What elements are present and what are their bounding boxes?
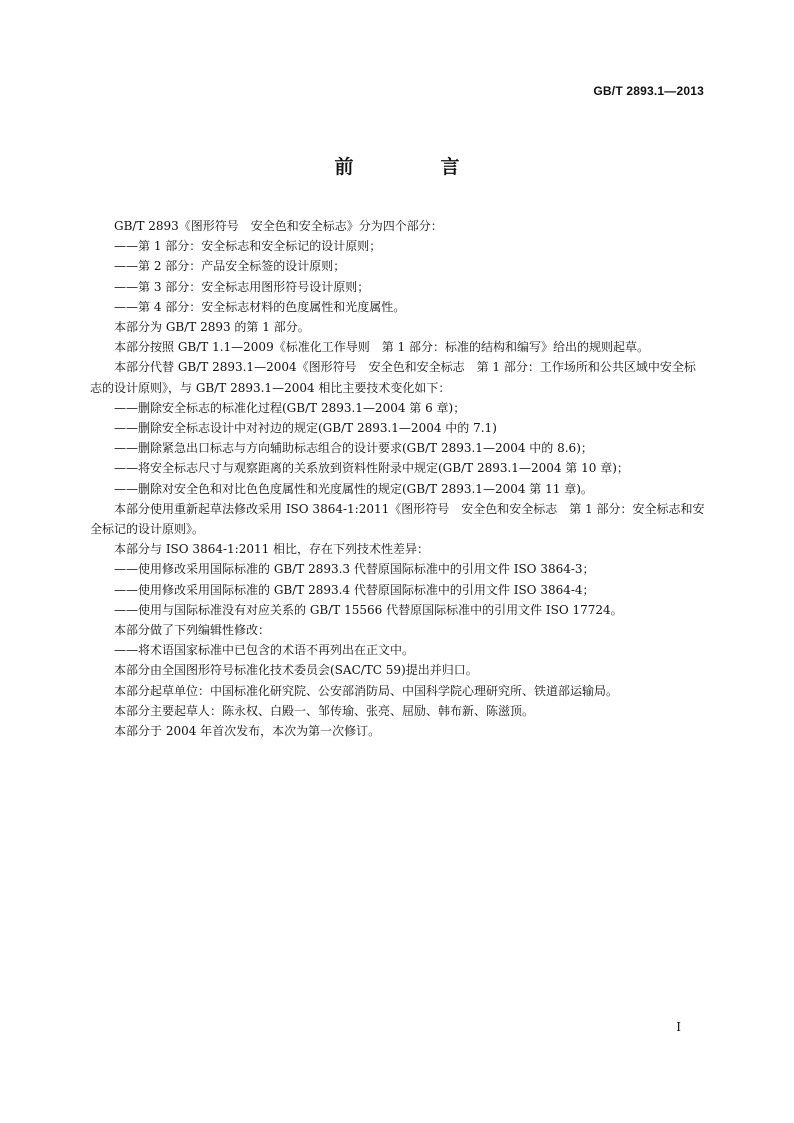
paragraph: 本部分使用重新起草法修改采用 ISO 3864-1:2011《图形符号 安全色和安全标志 第 1 部分：安全标志和安全标记的设计原则》。 [90, 501, 705, 537]
standard-code: GB/T 2893.1—2013 [593, 84, 704, 98]
paragraph: 本部分于 2004 年首次发布，本次为第一次修订。 [114, 724, 381, 739]
list-item: ——删除对安全色和对比色色度属性和光度属性的规定(GB/T 2893.1—2004 第 11 章)。 [114, 481, 593, 496]
paragraph: GB/T 2893《图形符号 安全色和安全标志》分为四个部分： [114, 219, 443, 233]
list-item: ——删除紧急出口标志与方向辅助标志组合的设计要求(GB/T 2893.1—2004 中的 8.6)； [114, 441, 593, 456]
list-item: ——第 2 部分：产品安全标签的设计原则； [114, 259, 346, 274]
list-item: ——将术语国家标准中已包含的术语不再列出在正文中。 [114, 643, 415, 658]
list-item: ——第 3 部分：安全标志用图形符号设计原则； [114, 279, 370, 294]
list-item: ——使用与国际标准没有对应关系的 GB/T 15566 代替原国际标准中的引用文件 ISO 17724。 [114, 602, 623, 617]
paragraph: 本部分代替 GB/T 2893.1—2004《图形符号 安全色和安全标志 第 1 部分：工作场所和公共区域中安全标志的设计原则》，与 GB/T 2893.1—2004 相比主要技术变化如下： [90, 360, 696, 395]
list-item: ——使用修改采用国际标准的 GB/T 2893.3 代替原国际标准中的引用文件 ISO 3864-3； [114, 562, 595, 577]
paragraph: 本部分做了下列编辑性修改： [114, 623, 271, 638]
list-item: ——使用修改采用国际标准的 GB/T 2893.4 代替原国际标准中的引用文件 ISO 3864-4； [114, 582, 595, 597]
list-item: ——删除安全标志的标准化过程(GB/T 2893.1—2004 第 6 章)； [114, 400, 466, 415]
paragraph: 本部分按照 GB/T 1.1—2009《标准化工作导则 第 1 部分：标准的结构和编写》给出的规则起草。 [114, 340, 649, 355]
paragraph: 本部分为 GB/T 2893 的第 1 部分。 [114, 320, 310, 335]
list-item: ——第 1 部分：安全标志和安全标记的设计原则； [114, 239, 382, 254]
list-item: ——将安全标志尺寸与观察距离的关系放到资料性附录中规定(GB/T 2893.1—2004 第 10 章)； [114, 461, 629, 476]
page-number: I [676, 1020, 681, 1034]
list-item: ——第 4 部分：安全标志材料的色度属性和光度属性。 [114, 299, 406, 314]
document-body [90, 216, 706, 741]
paragraph: 本部分起草单位：中国标准化研究院、公安部消防局、中国科学院心理研究所、铁道部运输局。 [114, 683, 619, 698]
paragraph: 本部分由全国图形符号标准化技术委员会(SAC/TC 59)提出并归口。 [114, 663, 478, 678]
paragraph: 本部分主要起草人：陈永权、白殿一、邹传瑜、张亮、屈励、韩布新、陈滋顶。 [114, 703, 535, 718]
page-title: 前 言 [334, 156, 494, 178]
list-item: ——删除安全标志设计中对衬边的规定(GB/T 2893.1—2004 中的 7.1) [114, 421, 497, 436]
paragraph: 本部分与 ISO 3864-1:2011 相比，存在下列技术性差异： [114, 542, 430, 557]
